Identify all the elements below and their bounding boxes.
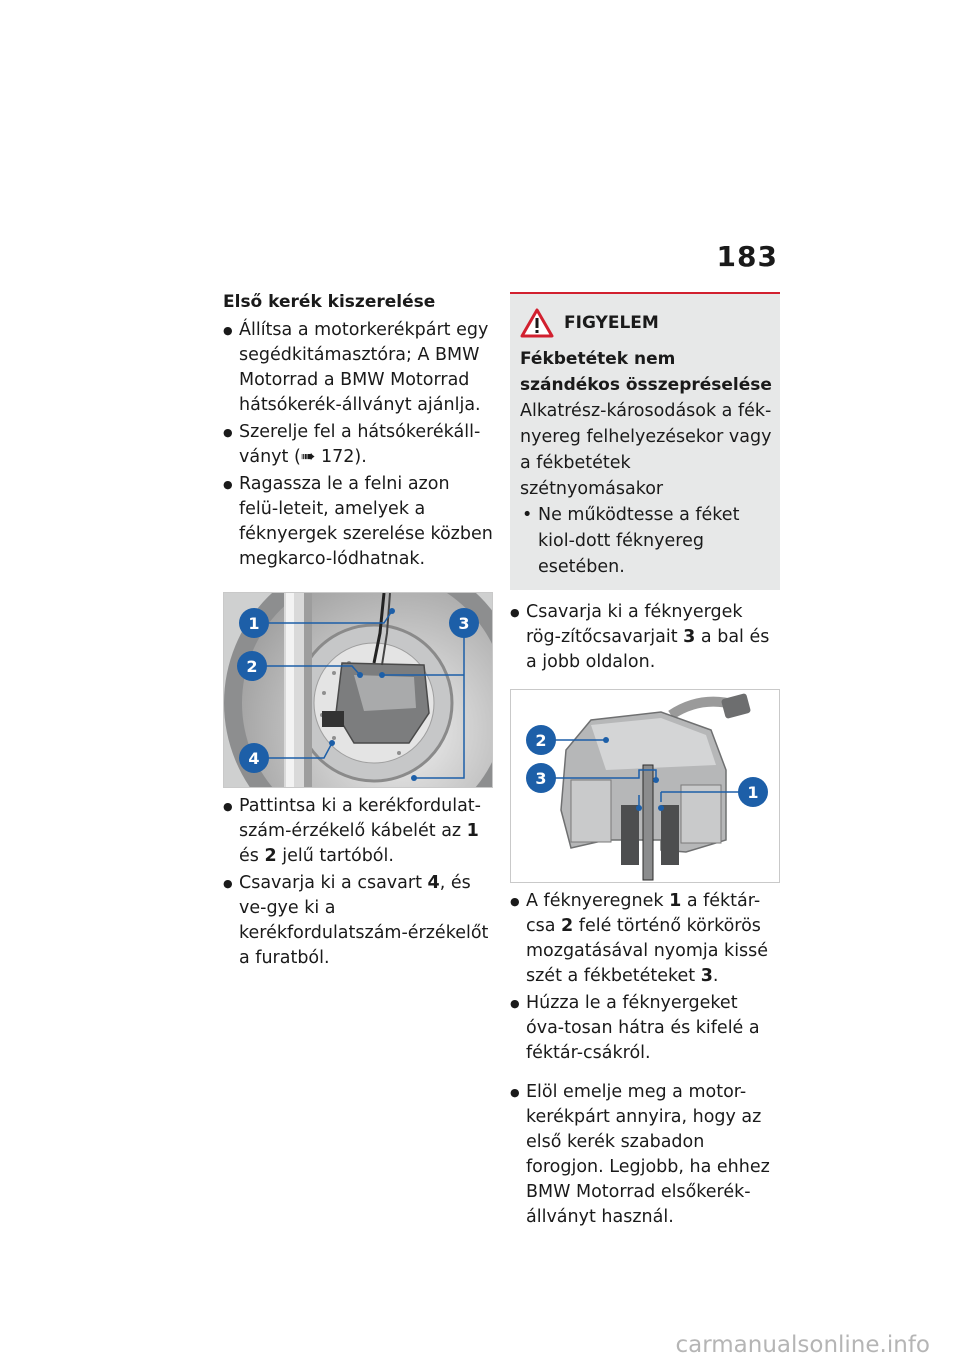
text-span: . [712, 966, 719, 986]
list-item [223, 871, 493, 971]
warning-list [520, 502, 772, 580]
callout-4-label: 4 [248, 749, 260, 768]
text-span: , és ve-gye ki a kerékfordulatszám-érzékelőt a furatból. [239, 873, 489, 968]
text-span: Csavarja ki a csavart [239, 873, 428, 893]
callout-1-label: 1 [747, 783, 759, 802]
list-item [223, 794, 493, 869]
bullet-list-lift [510, 1080, 780, 1230]
warning-text: Alkatrész-károsodások a fék-nyereg felhelyezésekor vagy a fékbetétek szétnyomásakor [520, 401, 772, 499]
text-span: és [239, 846, 265, 866]
right-column [510, 292, 780, 1232]
bullet-list-press [510, 889, 780, 1066]
bullet-list-bottom [223, 794, 493, 971]
callout-3-label: 3 [535, 769, 547, 788]
ref-number: 3 [683, 627, 696, 647]
list-item [510, 889, 780, 989]
list-item: ● Ragassza le a felni azon felü-leteit, amelyek a féknyergek szerelése közben megkarco-lódhatnak. [223, 472, 493, 572]
bullet-list-top [223, 318, 493, 572]
warning-box [510, 292, 780, 590]
page-number: 183 [716, 240, 778, 273]
callout-overlay [511, 690, 779, 882]
watermark: carmanualsonline.info [675, 1332, 930, 1358]
text-span: a féktár-csa [526, 891, 761, 936]
list-item: ● Állítsa a motorkerékpárt egy segédkitámasztóra; A BMW Motorrad a BMW Motorrad hátsókerék-állványt ajánlja. [223, 318, 493, 418]
ref-number: 4 [427, 873, 440, 893]
warning-list-item: • Ne működtesse a féket kiol-dott féknyereg esetében. [520, 502, 772, 580]
warning-title: FIGYELEM [564, 313, 659, 333]
list-item: ● Húzza le a féknyergeket óva-tosan hátra és kifelé a féktár-csákról. [510, 991, 780, 1066]
list-item: ● Szerelje fel a hátsókerékáll-ványt (➠ 172). [223, 420, 493, 470]
section-heading: Első kerék kiszerelése [223, 292, 436, 312]
text-span: jelű tartóból. [276, 846, 394, 866]
warning-header [520, 308, 772, 338]
ref-number: 1 [466, 821, 479, 841]
text-span: a bal és a jobb oldalon. [526, 627, 770, 672]
warning-subtitle: Fékbetétek nem szándékos összepréselése [520, 349, 772, 395]
callout-3-label: 3 [458, 614, 470, 633]
text-span: Csavarja ki a féknyergek rög-zítőcsavarjait [526, 602, 743, 647]
callout-1-label: 1 [248, 614, 260, 633]
ref-number: 1 [669, 891, 682, 911]
left-column [223, 292, 493, 973]
ref-number: 3 [700, 966, 713, 986]
ref-number: 2 [264, 846, 277, 866]
list-item [510, 600, 780, 675]
front-wheel-brake-figure [223, 592, 493, 788]
callout-2-label: 2 [535, 731, 547, 750]
brake-caliper-figure [510, 689, 780, 883]
text-span: Pattintsa ki a kerékfordulat-szám-érzékelő kábelét az [239, 796, 481, 841]
warning-triangle-icon [520, 308, 554, 338]
text-span: A féknyeregnek [526, 891, 670, 911]
callout-overlay [224, 593, 492, 787]
bullet-list-bolts [510, 600, 780, 675]
text-span: felé történő körkörös mozgatásával nyomja kissé szét a fékbetéteket [526, 916, 769, 986]
ref-number: 2 [561, 916, 574, 936]
list-item: ● Elöl emelje meg a motor-kerékpárt annyira, hogy az első kerék szabadon forogjon. Legjobb, ha ehhez BMW Motorrad elsőkerék-állványt használ. [510, 1080, 780, 1230]
callout-2-label: 2 [246, 657, 258, 676]
